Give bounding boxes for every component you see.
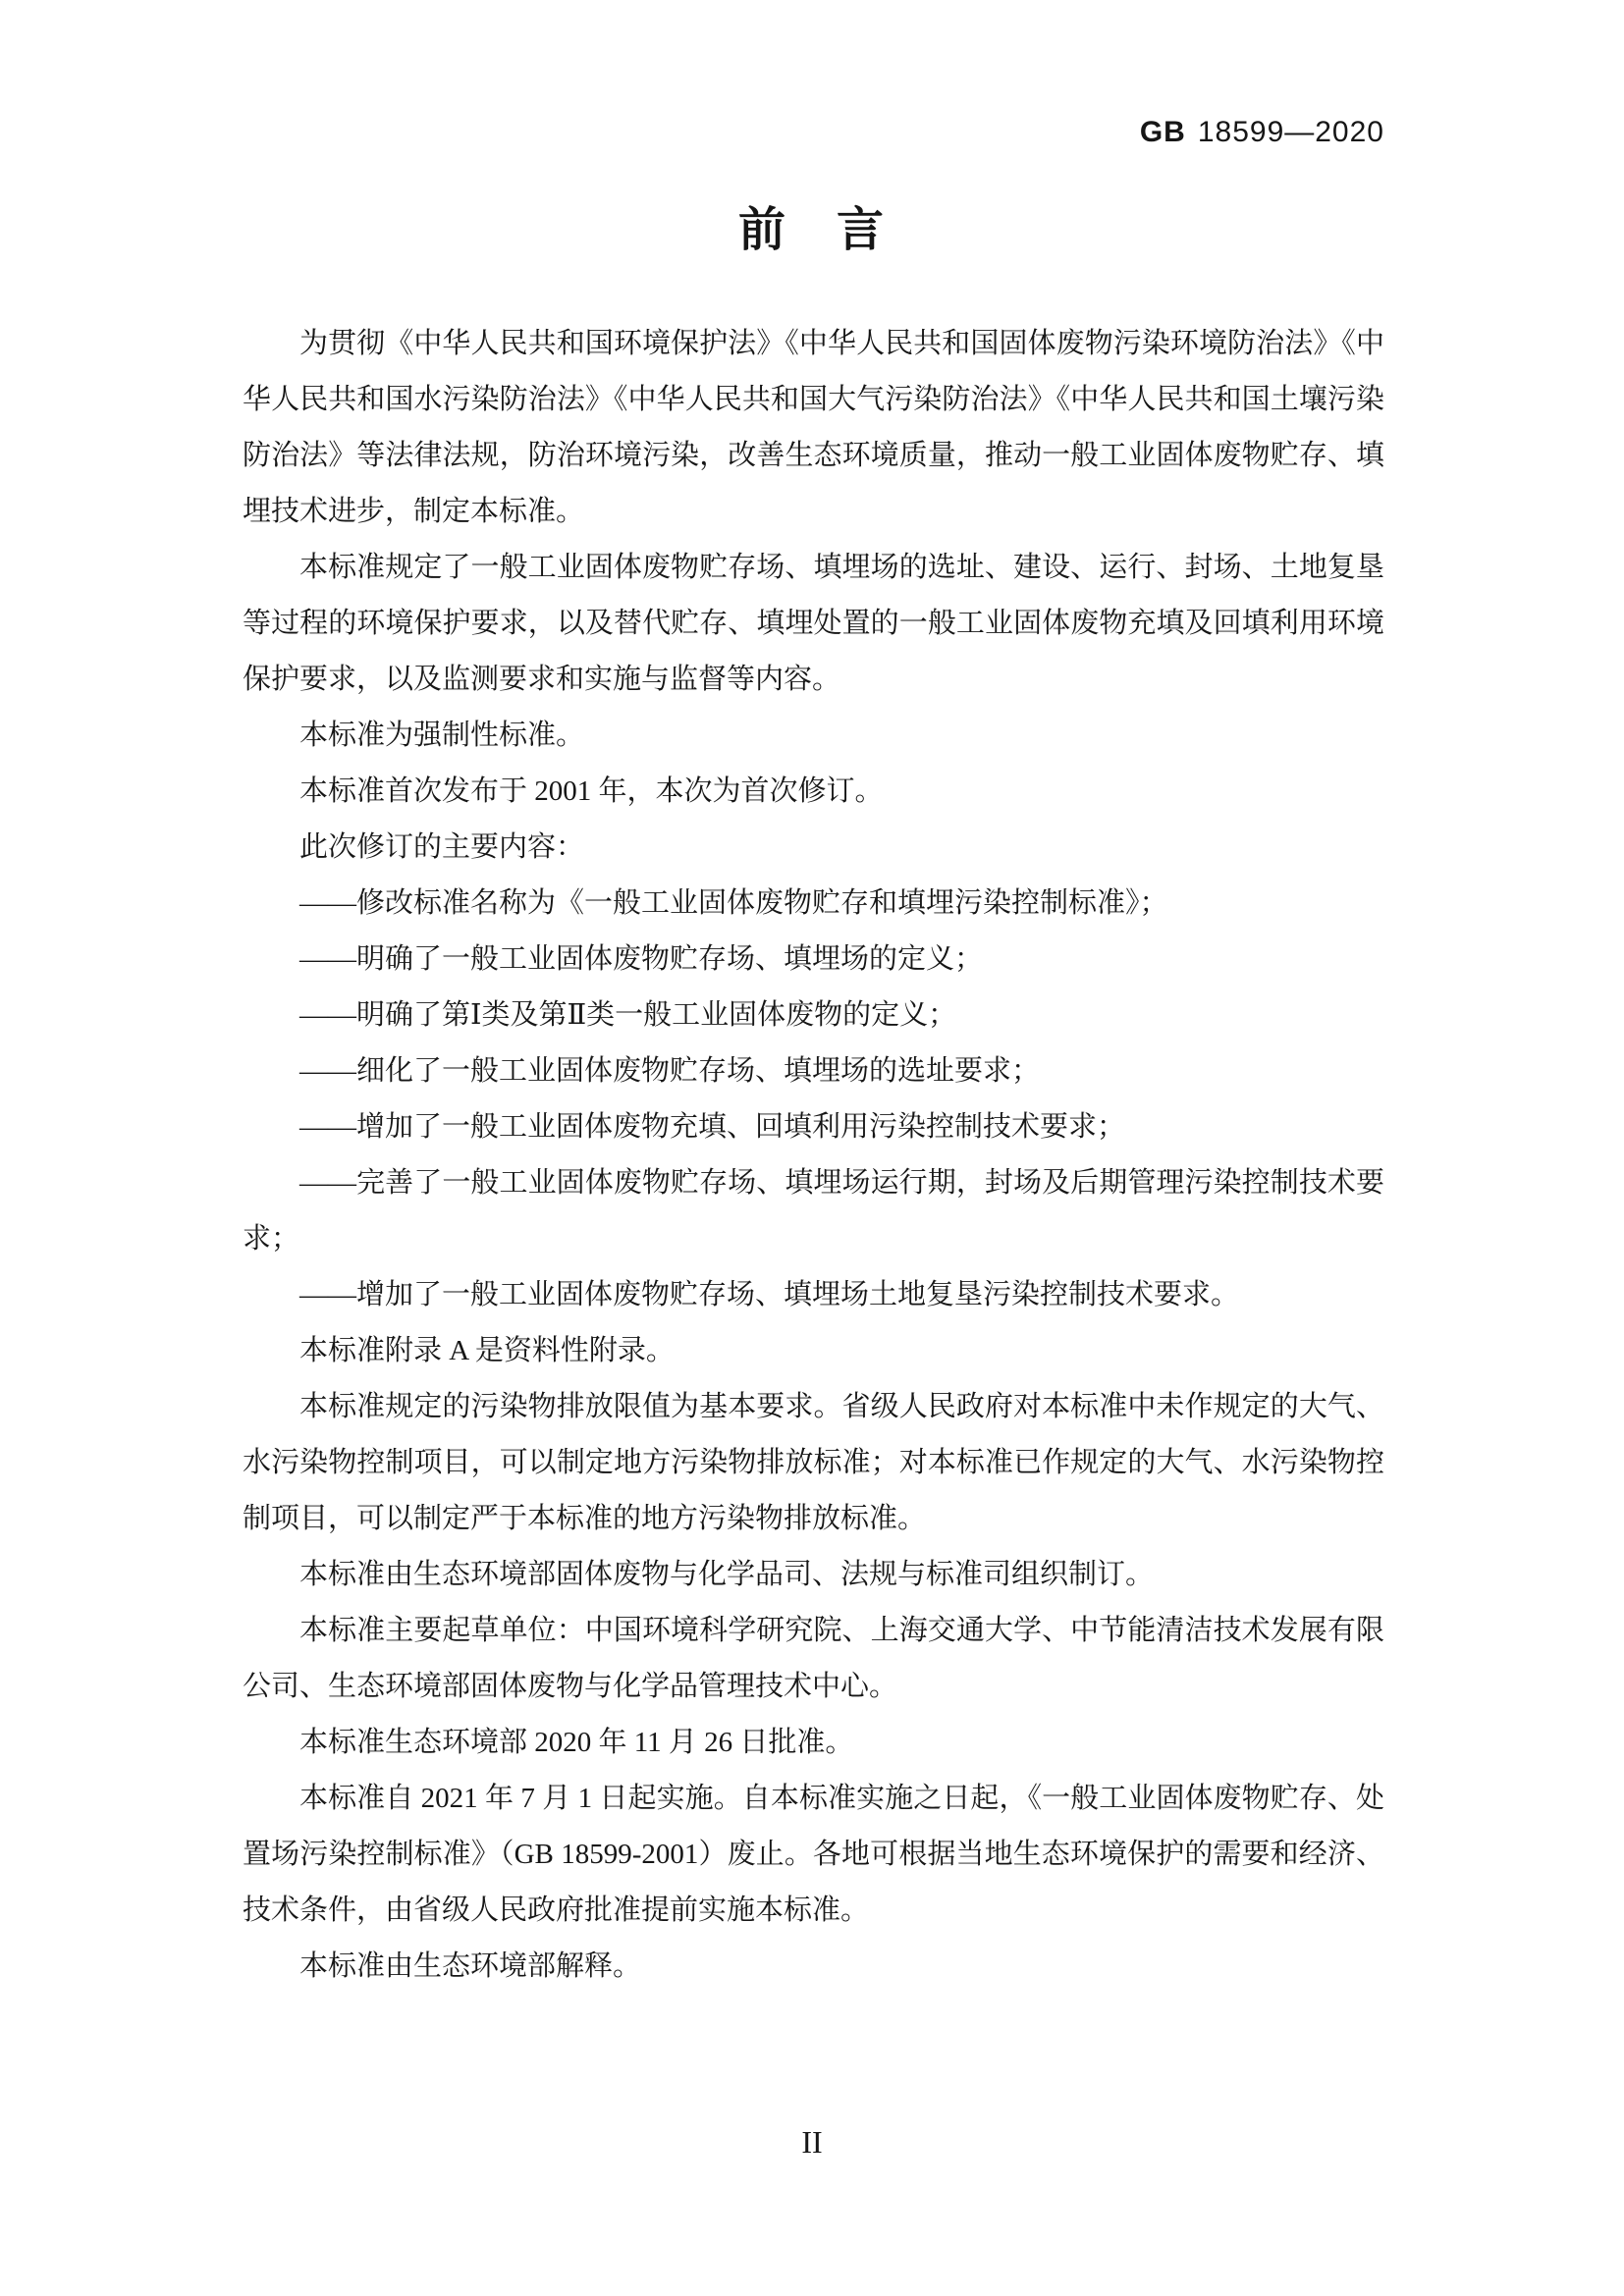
paragraph: 本标准规定了一般工业固体废物贮存场、填埋场的选址、建设、运行、封场、土地复垦等过程的环境保护要求，以及替代贮存、填埋处置的一般工业固体废物充填及回填利用环境保护要求，以及监测要求和实施与监督等内容。 — [243, 552, 1384, 695]
paragraph: 本标准首次发布于 2001 年，本次为首次修订。 — [299, 775, 884, 807]
paragraph: 本标准规定的污染物排放限值为基本要求。省级人民政府对本标准中未作规定的大气、水污染物控制项目，可以制定地方污染物排放标准；对本标准已作规定的大气、水污染物控制项目，可以制定严于本标准的地方污染物排放标准。 — [243, 1391, 1384, 1534]
document-body — [243, 316, 1384, 1995]
paragraph: ——明确了一般工业固体废物贮存场、填埋场的定义； — [299, 943, 984, 975]
paragraph: 本标准由生态环境部固体废物与化学品司、法规与标准司组织制订。 — [299, 1559, 1155, 1590]
paragraph: 本标准附录 A 是资料性附录。 — [299, 1335, 675, 1366]
paragraph: 为贯彻《中华人民共和国环境保护法》《中华人民共和国固体废物污染环境防治法》《中华人民共和国水污染防治法》《中华人民共和国大气污染防治法》《中华人民共和国土壤污染防治法》等法律法规，防治环境污染，改善生态环境质量，推动一般工业固体废物贮存、填埋技术进步，制定本标准。 — [243, 328, 1384, 527]
paragraph: ——增加了一般工业固体废物充填、回填利用污染控制技术要求； — [299, 1111, 1126, 1143]
paragraph: 此次修订的主要内容： — [299, 831, 585, 863]
paragraph: ——细化了一般工业固体废物贮存场、填埋场的选址要求； — [299, 1055, 1041, 1087]
paragraph: ——修改标准名称为《一般工业固体废物贮存和填埋污染控制标准》； — [299, 887, 1168, 919]
standard-code-prefix: GB — [1139, 116, 1186, 148]
paragraph: 本标准为强制性标准。 — [299, 720, 585, 751]
paragraph: 本标准主要起草单位：中国环境科学研究院、上海交通大学、中节能清洁技术发展有限公司、生态环境部固体废物与化学品管理技术中心。 — [243, 1615, 1384, 1702]
paragraph: ——完善了一般工业固体废物贮存场、填埋场运行期，封场及后期管理污染控制技术要求； — [243, 1167, 1384, 1255]
standard-code — [1140, 118, 1384, 147]
page-title: 前 言 — [737, 204, 886, 256]
paragraph: 本标准由生态环境部解释。 — [299, 1950, 642, 1982]
paragraph: 本标准自 2021 年 7 月 1 日起实施。自本标准实施之日起，《一般工业固体废物贮存、处置场污染控制标准》（GB 18599-2001）废止。各地可根据当地生态环境保护的需要和经济、技术条件，由省级人民政府批准提前实施本标准。 — [243, 1783, 1384, 1926]
page-number: II — [801, 2124, 823, 2160]
paragraph: 本标准生态环境部 2020 年 11 月 26 日批准。 — [299, 1727, 854, 1758]
paragraph: ——明确了第Ⅰ类及第Ⅱ类一般工业固体废物的定义； — [299, 999, 957, 1031]
standard-code-number: 18599—2020 — [1197, 116, 1384, 148]
paragraph: ——增加了一般工业固体废物贮存场、填埋场土地复垦污染控制技术要求。 — [299, 1279, 1240, 1310]
